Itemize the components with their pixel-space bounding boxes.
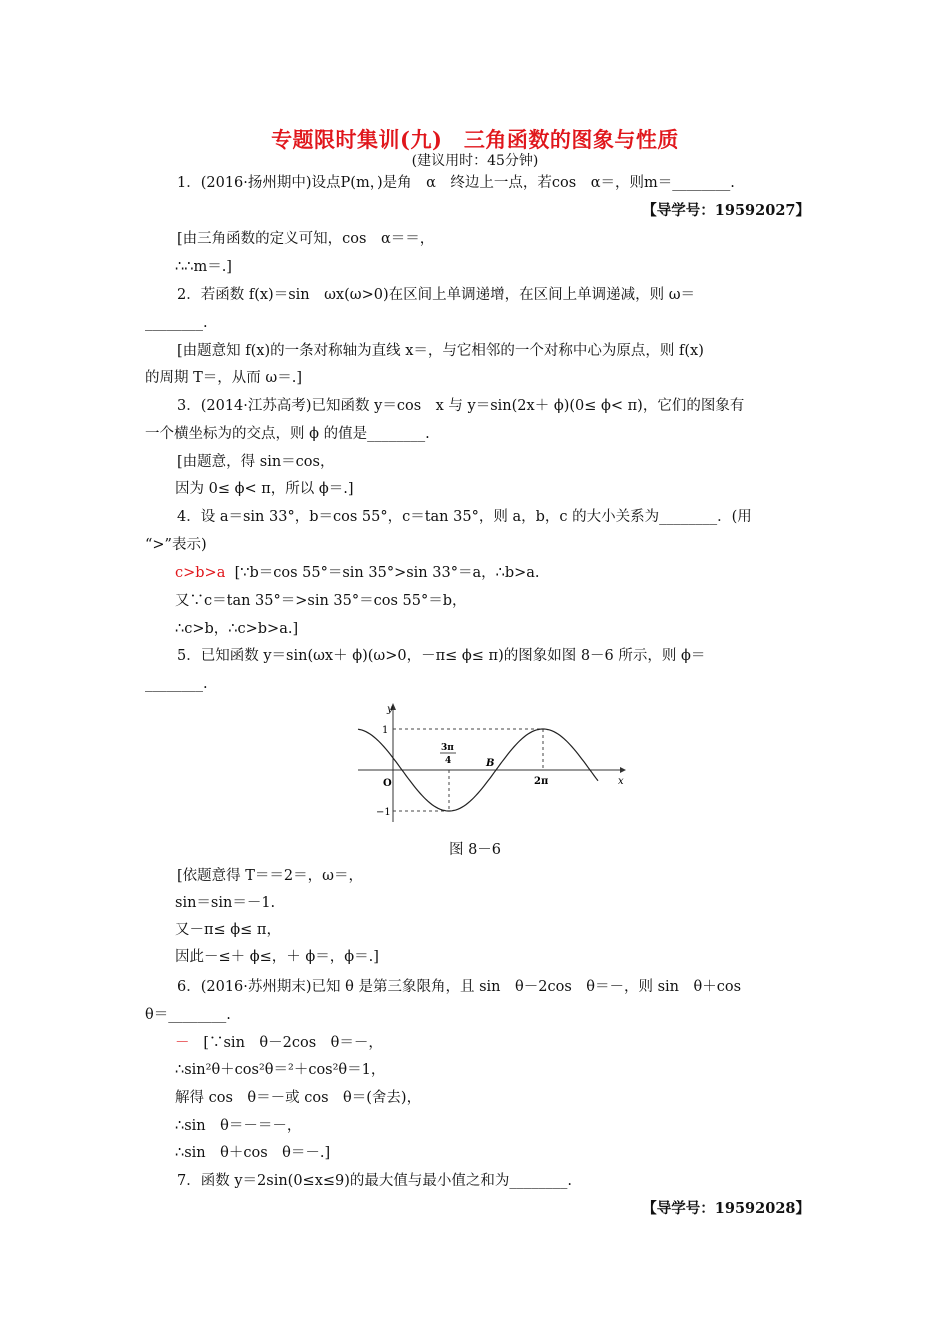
- q6-answer-line: [175, 1033, 840, 1053]
- q4-stem-2: “>”表示): [145, 537, 207, 553]
- q4-solution: [∵b＝cos 55°＝sin 35°>sin 33°＝a，∴b>a.: [234, 565, 540, 581]
- tick-3pi-denominator: 4: [445, 756, 452, 766]
- q7-ref-number: 【导学号：19592028】: [642, 1200, 810, 1217]
- q3-stem: 3．(2014·江苏高考)已知函数 y＝cos x 与 y＝sin(2x＋ ϕ)(0≤ ϕ< π)，它们的图象有: [177, 398, 745, 414]
- q1-solution: [由三角函数的定义可知，cos α＝＝，: [177, 231, 435, 247]
- sine-graph-figure: [350, 700, 640, 825]
- q5-solution-2: sin＝sin＝－1.: [175, 895, 276, 911]
- x-axis-arrow: [620, 767, 626, 773]
- q6-solution-4: ∴sin θ＝－＝－，: [175, 1118, 302, 1134]
- q3-solution-end: 因为 0≤ ϕ< π，所以 ϕ＝.]: [175, 481, 354, 497]
- q5-solution-3: 又－π≤ ϕ≤ π，: [175, 922, 281, 938]
- q6-stem: 6．(2016·苏州期末)已知 θ 是第三象限角，且 sin θ－2cos θ＝－，则 sin θ＋cos: [177, 979, 742, 995]
- q2-solution: [由题意知 f(x)的一条对称轴为直线 x＝，与它相邻的一个对称中心为原点，则 f(x): [177, 343, 704, 359]
- origin-label: O: [383, 778, 392, 789]
- q3-solution: [由题意，得 sin＝cos，: [177, 454, 335, 470]
- q5-blank: ________.: [145, 676, 208, 692]
- q4-solution-2: 又∵c＝tan 35°＝>sin 35°＝cos 55°＝b，: [175, 593, 467, 609]
- figure-caption: 图 8－6: [448, 842, 502, 858]
- tick-2pi-label: 2π: [534, 776, 549, 787]
- q4-answer: c>b>a: [175, 565, 226, 581]
- q5-solution-end: 因此－≤＋ ϕ≤，＋ ϕ＝，ϕ＝.]: [175, 949, 379, 965]
- q4-stem: 4．设 a＝sin 33°，b＝cos 55°，c＝tan 35°，则 a，b，c 的大小关系为________．(用: [177, 509, 752, 525]
- q6-solution-end: ∴sin θ＋cos θ＝－.]: [175, 1145, 331, 1161]
- q4-answer-line: [175, 563, 840, 583]
- tick-3pi-numerator: 3π: [441, 743, 454, 753]
- q2-blank: ________.: [145, 315, 208, 331]
- q7-stem: 7．函数 y＝2sin(0≤x≤9)的最大值与最小值之和为________.: [177, 1173, 573, 1189]
- q3-stem-2: 一个横坐标为的交点，则 ϕ 的值是________.: [145, 426, 430, 442]
- q6-blank: θ＝________.: [145, 1007, 231, 1023]
- q4-solution-end: ∴c>b，∴c>b>a.]: [175, 621, 299, 637]
- y-axis-label: y: [387, 704, 393, 715]
- y-min-tick-label: −1: [376, 807, 391, 818]
- q6-solution-2: ∴sin²θ＋cos²θ＝²＋cos²θ＝1，: [175, 1062, 386, 1078]
- q6-solution-3: 解得 cos θ＝－或 cos θ＝(舍去)，: [175, 1090, 422, 1106]
- point-b-label: B: [486, 758, 495, 769]
- q6-answer: －: [175, 1035, 190, 1051]
- y-max-tick-label: 1: [382, 725, 389, 736]
- page-title: 专题限时集训(九) 三角函数的图象与性质: [271, 127, 679, 152]
- q1-ref-number: 【导学号：19592027】: [642, 202, 810, 219]
- q6-solution: [∵sin θ－2cos θ＝－，: [203, 1035, 383, 1051]
- q5-stem: 5．已知函数 y＝sin(ωx＋ ϕ)(ω>0，－π≤ ϕ≤ π)的图象如图 8－6 所示，则 ϕ＝: [177, 648, 706, 664]
- q2-stem: 2．若函数 f(x)＝sin ωx(ω>0)在区间上单调递增，在区间上单调递减，则 ω＝: [177, 287, 696, 303]
- q1-solution-end: ∴∴m＝.]: [175, 259, 232, 275]
- q5-solution: [依题意得 T＝＝2＝，ω＝，: [177, 868, 363, 884]
- q2-solution-end: 的周期 T＝，从而 ω＝.]: [145, 370, 302, 386]
- x-axis-label: x: [618, 776, 624, 787]
- page-subtitle: (建议用时：45分钟): [411, 153, 539, 169]
- q1-stem: 1．(2016·扬州期中)设点P(m，)是角 α 终边上一点，若cos α＝，则m＝________.: [177, 175, 735, 191]
